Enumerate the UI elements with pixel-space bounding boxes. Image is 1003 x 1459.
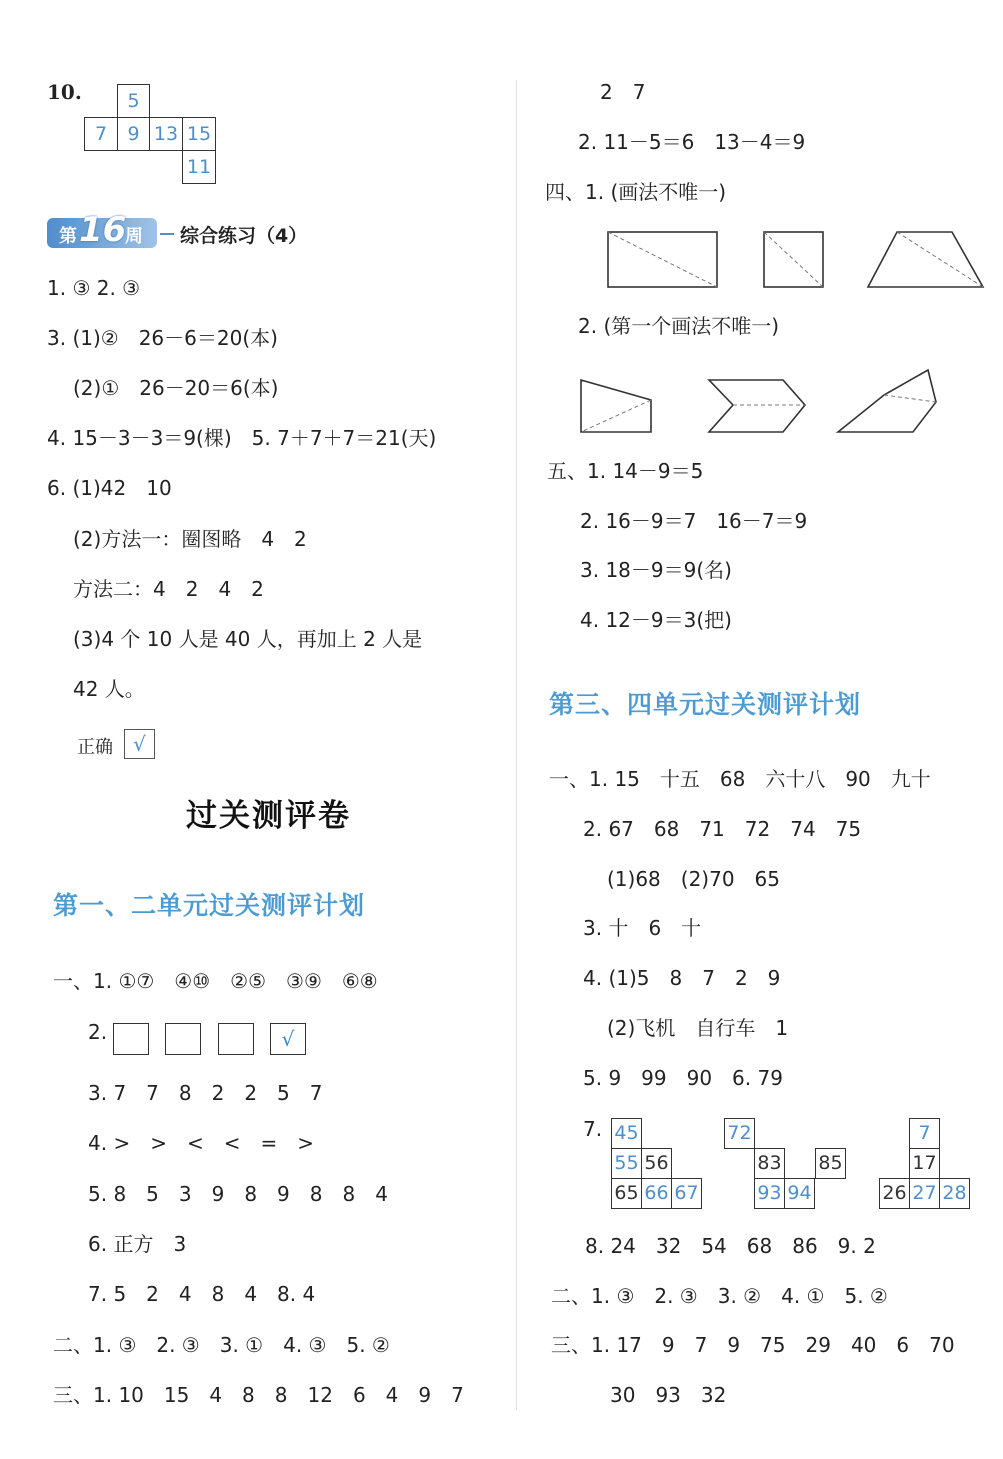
week-badge — [47, 210, 157, 250]
grid-cell: 67 — [671, 1178, 702, 1209]
answer-line: (2)方法一：圈图略 4 2 — [73, 527, 307, 551]
grid-cell: 9 — [117, 117, 150, 151]
answer-line: 2 7 — [600, 80, 646, 104]
answer-line: 三、1. 10 15 4 8 8 12 6 4 9 7 — [53, 1383, 464, 1407]
answer-line: 2. 67 68 71 72 74 75 — [583, 817, 862, 841]
grid-cell: 15 — [182, 117, 216, 151]
grid-cell: 55 — [611, 1148, 642, 1179]
week-number: 16 — [79, 210, 127, 250]
grid-cell: 72 — [724, 1118, 755, 1149]
answer-line: 一、1. ①⑦ ④⑩ ②⑤ ③⑨ ⑥⑧ — [53, 969, 378, 993]
answer-line: 30 93 32 — [610, 1383, 727, 1407]
quadrilateral-figure — [581, 380, 651, 432]
answer-line: 4. > > < < = > — [88, 1131, 314, 1155]
column-divider — [516, 80, 517, 1410]
answer-line: 3. 十 6 十 — [583, 916, 702, 940]
answer-line: 4. (1)5 8 7 2 9 — [583, 966, 781, 990]
answer-line: (1)68 (2)70 65 — [607, 867, 781, 891]
answer-line: (3)4 个 10 人是 40 人，再加上 2 人是 — [73, 627, 423, 651]
grid-cell: 65 — [611, 1178, 642, 1209]
grid-cell: 85 — [815, 1148, 846, 1179]
answer-line: 2. (第一个画法不唯一) — [578, 314, 780, 338]
answer-line: 3. 18－9＝9(名) — [580, 558, 732, 582]
grid-cell: 7 — [84, 117, 118, 151]
grid-cell: 94 — [784, 1178, 815, 1209]
answer-line: 五、1. 14－9＝5 — [547, 459, 704, 483]
grid-cell: 11 — [182, 150, 216, 184]
parallelogram-figure — [838, 370, 936, 432]
section-title: 第三、四单元过关测评计划 — [549, 690, 862, 719]
grid-cell: 13 — [149, 117, 183, 151]
grid-cell: 7 — [909, 1118, 940, 1149]
answer-line: 2. — [88, 1020, 108, 1044]
week-title: 综合练习（4） — [180, 225, 308, 247]
week-badge-zhou: 周 — [125, 226, 143, 247]
rectangle-figure — [608, 232, 717, 287]
answer-box — [218, 1023, 254, 1055]
answer-box — [165, 1023, 201, 1055]
grid-cell: 83 — [754, 1148, 785, 1179]
answer-line: 42 人。 — [73, 677, 145, 701]
answer-line: 5. 9 99 90 6. 79 — [583, 1066, 783, 1090]
answer-line: 1. ③ 2. ③ — [47, 276, 141, 300]
grid-cell: 56 — [641, 1148, 672, 1179]
section-title: 第一、二单元过关测评计划 — [53, 891, 366, 920]
answer-line: 一、1. 15 十五 68 六十八 90 九十 — [549, 767, 931, 791]
answer-line: 6. (1)42 10 — [47, 476, 172, 500]
check-label: 正确 — [77, 737, 113, 758]
division-figures-1 — [600, 225, 990, 295]
grid-cell: 45 — [611, 1118, 642, 1149]
answer-line: 方法二：4 2 4 2 — [73, 577, 264, 601]
big-title: 过关测评卷 — [186, 798, 351, 834]
answer-line: 7. — [583, 1117, 603, 1141]
grid-cell: 27 — [909, 1178, 940, 1209]
answer-line: 4. 15－3－3＝9(棵) 5. 7＋7＋7＝21(天) — [47, 426, 437, 450]
answer-line: 二、1. ③ 2. ③ 3. ① 4. ③ 5. ② — [53, 1333, 390, 1357]
q10-label: 10. — [47, 80, 82, 104]
grid-cell: 28 — [939, 1178, 970, 1209]
answer-line: 4. 12－9＝3(把) — [580, 608, 732, 632]
answer-line: 2. 11－5＝6 13－4＝9 — [578, 130, 806, 154]
answer-line: (2)① 26－20＝6(本) — [73, 376, 279, 400]
grid-cell: 5 — [117, 84, 150, 118]
answer-line: 7. 5 2 4 8 4 8. 4 — [88, 1282, 316, 1306]
check-box: √ — [124, 729, 155, 759]
answer-line: 3. 7 7 8 2 2 5 7 — [88, 1081, 323, 1105]
division-figures-2 — [575, 362, 945, 438]
grid-cell: 93 — [754, 1178, 785, 1209]
week-badge-first: 第 — [59, 226, 77, 247]
answer-line: (2)飞机 自行车 1 — [607, 1016, 789, 1040]
square-figure — [764, 232, 823, 287]
badge-dash — [160, 233, 174, 235]
answer-line: 二、1. ③ 2. ③ 3. ② 4. ① 5. ② — [551, 1284, 888, 1308]
answer-line: 2. 16－9＝7 16－7＝9 — [580, 509, 808, 533]
answer-line: 四、1. (画法不唯一) — [545, 180, 727, 204]
grid-cell: 26 — [879, 1178, 910, 1209]
answer-line: 3. (1)② 26－6＝20(本) — [47, 326, 278, 350]
answer-line: 8. 24 32 54 68 86 9. 2 — [585, 1234, 876, 1258]
answer-box — [113, 1023, 149, 1055]
grid-cell: 66 — [641, 1178, 672, 1209]
answer-line: 6. 正方 3 — [88, 1232, 187, 1256]
answer-line: 5. 8 5 3 9 8 9 8 8 4 — [88, 1182, 388, 1206]
arrow-figure — [709, 380, 805, 432]
answer-box: √ — [270, 1023, 306, 1055]
trapezoid-figure — [868, 232, 983, 287]
answer-line: 三、1. 17 9 7 9 75 29 40 6 70 — [551, 1333, 955, 1357]
grid-cell: 17 — [909, 1148, 940, 1179]
